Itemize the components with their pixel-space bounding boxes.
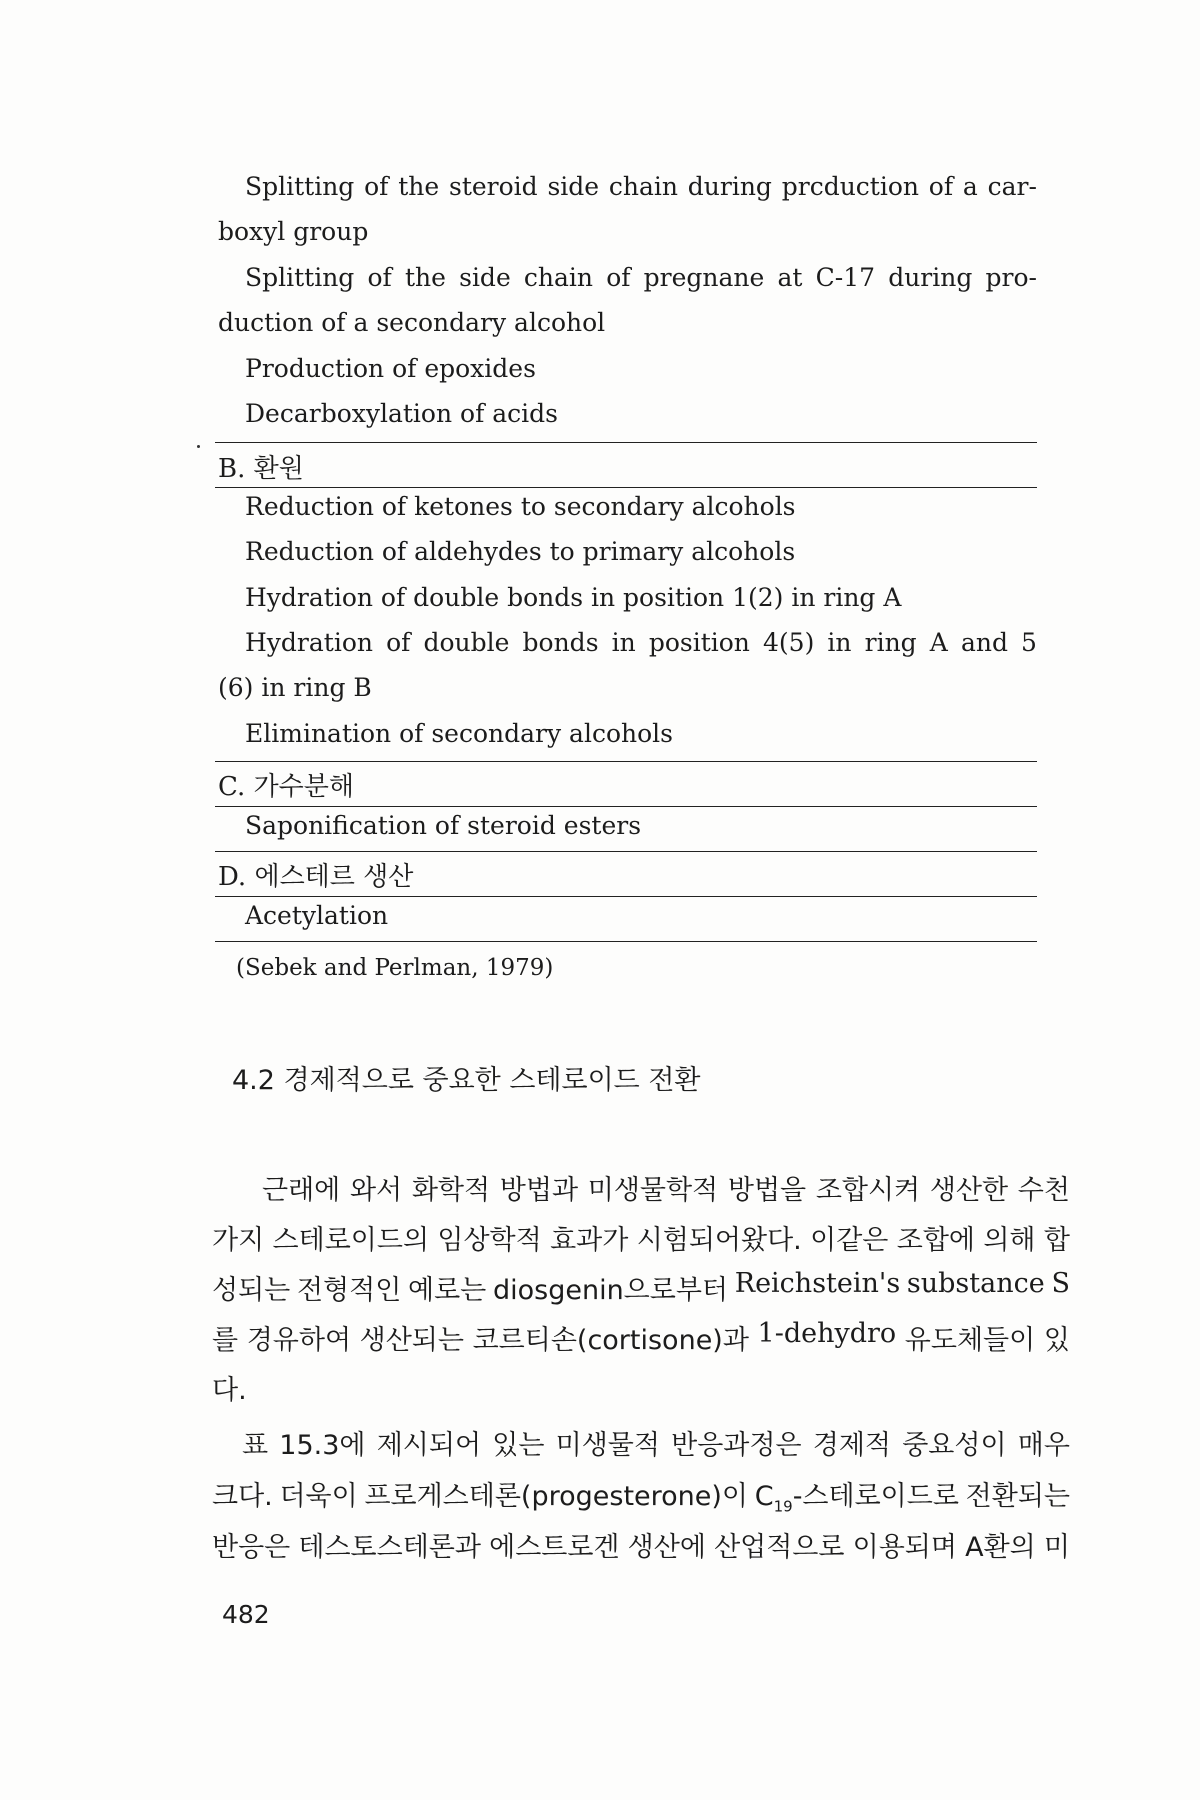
word: 근래에 [262, 1175, 341, 1206]
table-rule [215, 851, 1037, 852]
table-rule [215, 941, 1037, 942]
word: 1-dehydro [757, 1318, 897, 1349]
word: prcduction [781, 172, 919, 201]
word: 전형적인 [296, 1275, 402, 1306]
word: 표 [242, 1430, 269, 1461]
word: 15.3에 [279, 1430, 366, 1461]
word: side [547, 172, 600, 201]
word: during [888, 263, 973, 292]
table-line: Saponification of steroid esters [245, 811, 642, 840]
word: 조합에 [896, 1225, 975, 1256]
word: in [827, 628, 852, 657]
word: 의해 [983, 1225, 1036, 1256]
word: and [960, 628, 1008, 657]
paragraph-line [212, 1525, 1070, 1564]
word: 성되는 [212, 1275, 291, 1306]
word: a [962, 172, 978, 201]
word: A환의 [965, 1532, 1036, 1563]
word: 경유하여 [246, 1325, 352, 1356]
table-line [245, 172, 1037, 201]
word: chain [523, 263, 594, 292]
table-line [245, 628, 1037, 657]
word: the [404, 263, 446, 292]
table-line: (6) in ring B [218, 673, 372, 702]
word: 있는 [492, 1430, 545, 1461]
word: 미생물적 [555, 1430, 660, 1461]
word: 생산에 [627, 1532, 706, 1563]
word: 프로게스테론(progesterone)이 [364, 1481, 749, 1512]
word: 생산한 [929, 1175, 1009, 1206]
table-rule [215, 761, 1037, 762]
word: C-17 [815, 263, 876, 292]
word: double [423, 628, 510, 657]
word: 예로는 [408, 1275, 487, 1306]
paragraph-line: 다. [212, 1375, 247, 1406]
word: 반응과정은 [671, 1430, 802, 1461]
word: substance [906, 1268, 1045, 1299]
word: 이용되며 [852, 1532, 957, 1563]
word [755, 1474, 959, 1515]
word: 더욱이 [279, 1481, 358, 1512]
word: of [367, 263, 392, 292]
word: 효과가 [550, 1225, 629, 1256]
table-rule [215, 896, 1037, 897]
word: of [386, 628, 411, 657]
word: chain [608, 172, 678, 201]
carbon-subscript: 19 [773, 1497, 793, 1516]
word: A [929, 628, 948, 657]
word: 에스트로겐 [489, 1532, 620, 1563]
word: -스테로이드로 [792, 1481, 959, 1512]
word: Splitting [245, 172, 355, 201]
word: 미생물학적 [587, 1175, 719, 1206]
word: in [611, 628, 636, 657]
margin-dot [197, 445, 200, 448]
table-rule [215, 442, 1037, 443]
table-line: Reduction of ketones to secondary alcohols [245, 492, 796, 521]
table-line: Reduction of aldehydes to primary alcohols [245, 537, 796, 566]
paragraph-line [212, 1268, 1070, 1307]
word: 수천 [1017, 1175, 1070, 1206]
word: 스테로이드의 [272, 1225, 430, 1256]
section-title: 4.2 경제적으로 중요한 스테로이드 전환 [232, 1065, 701, 1096]
word: 방법을 [727, 1175, 807, 1206]
word: 가지 [212, 1225, 265, 1256]
word: 코르티손(cortisone)과 [472, 1325, 749, 1356]
word: the [398, 172, 440, 201]
word: car- [987, 172, 1037, 201]
page-number: 482 [222, 1600, 270, 1629]
word: of [364, 172, 389, 201]
word: of [606, 263, 631, 292]
word: ring [864, 628, 917, 657]
word: 4(5) [763, 628, 815, 657]
table-rule [215, 806, 1037, 807]
table-line: boxyl group [218, 217, 369, 246]
table-line: Production of epoxides [245, 354, 536, 383]
paragraph-line [212, 1474, 1070, 1515]
word: bonds [522, 628, 599, 657]
word: 합 [1043, 1225, 1070, 1256]
word: 있 [1043, 1325, 1070, 1356]
paragraph-line [242, 1423, 1070, 1462]
table-line: Hydration of double bonds in position 1(2) in ring A [245, 583, 902, 612]
word: Splitting [245, 263, 355, 292]
table-line: Elimination of secondary alcohols [245, 719, 673, 748]
section-b-header: B. 환원 [218, 454, 304, 484]
word: steroid [448, 172, 538, 201]
word: pregnane [643, 263, 765, 292]
paragraph-line [212, 1318, 1070, 1357]
word: 중요성이 [902, 1430, 1007, 1461]
word: 생산되는 [359, 1325, 464, 1356]
section-d-header: D. 에스테르 생산 [218, 862, 414, 892]
table-line: duction of a secondary alcohol [218, 308, 606, 337]
word: 조합시켜 [815, 1175, 921, 1206]
word: diosgenin으로부터 [492, 1275, 729, 1306]
word: 전환되는 [965, 1481, 1070, 1512]
paragraph-line [212, 1218, 1070, 1257]
paragraph-line [262, 1168, 1070, 1207]
word: 유도체들이 [904, 1325, 1036, 1356]
table-line [245, 263, 1037, 292]
table-citation: (Sebek and Perlman, 1979) [236, 955, 554, 981]
word: 경제적 [812, 1430, 892, 1461]
word: 매우 [1017, 1430, 1070, 1461]
word: 산업적으로 [714, 1532, 845, 1563]
word: 방법과 [499, 1175, 579, 1206]
word: 와서 [349, 1175, 403, 1206]
word: during [687, 172, 772, 201]
word: 크다. [212, 1481, 273, 1512]
word: side [459, 263, 511, 292]
word: of [928, 172, 954, 201]
word: position [648, 628, 750, 657]
word: 이같은 [810, 1225, 889, 1256]
word: 화학적 [411, 1175, 491, 1206]
word: 시험되어왔다. [636, 1225, 802, 1256]
word: 반응은 [212, 1532, 291, 1563]
word: at [777, 263, 803, 292]
word: 테스토스테론과 [298, 1532, 481, 1563]
word: Reichstein's [734, 1268, 901, 1299]
word: 제시되어 [376, 1430, 482, 1461]
carbon-symbol: C [754, 1481, 774, 1512]
section-c-header: C. 가수분해 [218, 772, 354, 802]
word: 5 [1021, 628, 1037, 657]
word: 를 [212, 1325, 239, 1356]
word: 미 [1043, 1532, 1070, 1563]
table-line: Acetylation [245, 901, 389, 930]
word: 임상학적 [437, 1225, 542, 1256]
word: Hydration [245, 628, 373, 657]
table-rule [215, 487, 1037, 488]
table-line: Decarboxylation of acids [245, 399, 559, 428]
word: pro- [985, 263, 1037, 292]
word: S [1051, 1268, 1070, 1299]
